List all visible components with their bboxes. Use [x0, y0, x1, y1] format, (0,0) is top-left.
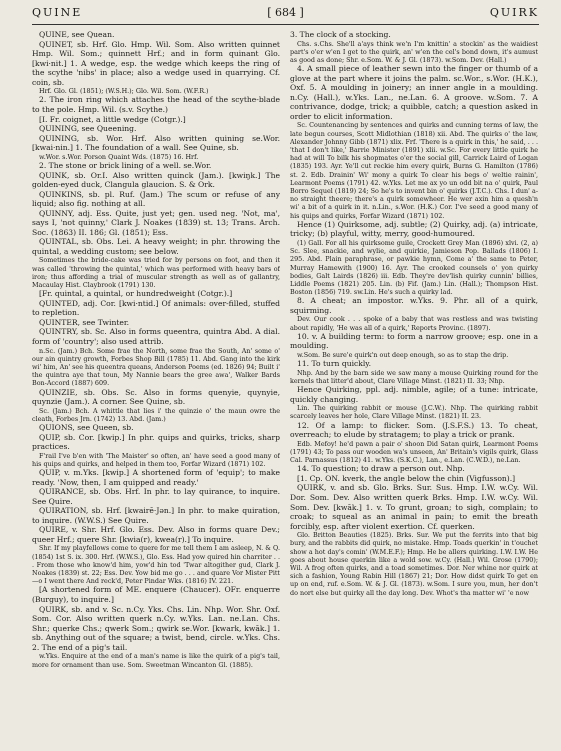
citation-block: Chs. s.Chs. She'll a'ays think we'n I'm knittin' a stockin' as the waidiest part's o'er w'en I get to the quirk, an' w'en the cel's bond down, it's aumust as good as done; Shr. e.Som. W. & J. Gl. (1873). w.Som. Dev. (Hall.) — [290, 39, 538, 64]
dictionary-entry: QUINING, sb. Wor. Hrf. Also written quining se.Wor. [kwai·nin.] 1. The foundation of a wall. See Quine, sb. — [32, 133, 280, 153]
citation-block: n.Sc. (Jam.) Bch. Some frae the North, some frae the South, An' some o' our ain quintry growth, Forbes Shop Bill (1785) 11. Abd. Gang into the kirk wi' him, An' see his queentra queans, Anderson Poems (ed. 1826) 94; Built i' the quintra aye that toun, My Nannie bears the gree awa', Walker Bards Bon-Accord (1887) 609. — [32, 346, 280, 388]
dictionary-entry: [Fr. quintal, a quintal, or hundredweight (Cotgr.).] — [39, 289, 233, 299]
dictionary-entry: [I. Fr. coignet, a little wedge (Cotgr.).] — [39, 114, 186, 124]
dictionary-entry: QUINTER, see Twinter. — [39, 317, 130, 327]
citation-block: w.Wor. s.Wor. Porson Quaint Wds. (1875) 16. Hrf. — [39, 152, 199, 161]
dictionary-entry: QUIP, v. m.Yks. [kwip.] A shortened form of 'equip'; to make ready. 'Now, then, I am quipped and ready.' — [32, 468, 280, 487]
dictionary-entry: QUINK, sb. Or.I. Also written quinck (Jam.). [kwiŋk.] The golden-eyed duck, Clangula glaucion. S. & Ork. — [32, 170, 280, 190]
dictionary-entry: QUIONS, see Queen, sb. — [39, 423, 134, 433]
citation-block: Edb. Mefoy! he'd pawn a pair o' shoon Did Satan quirk, Learmont Poems (1791) 43; To pass our wooden wa's unseen, An' Britain's vigils quirk, Glass Cal. Parnassus (1812) 41. w.Yks. (S.K.C.), Lan., e.Lan. (C.W.D.), ne.Lan. — [290, 439, 538, 465]
dictionary-entry: QUINKINS, sb. pl. Ruf. (Jam.) The scum or refuse of any liquid; also fig. nothing at all. — [32, 189, 280, 209]
dictionary-entry: 11. To turn quickly. — [297, 359, 371, 369]
citation-block: Sc. Countenancing by sentences and quirks and cunning terms of law, the late begun courses, Scott Midlothian (1818) xii. Abd. The quirks o' the law, Alexander Johnny Gibb (1871) xlix. Frf. 'There is a quirk in this,' he said, . . . 'that I don't like,' Barrie Minister (1891) xlii. w.Sc. For every little quirk he had at will To bilk his shopmates o'er the social gill, Carrick Laird of Logan (1835) 193. Ayr. Ye'll cut reckie him every quirk, Burns G. Hamilton (1786) st. 2. Edb. Drainin' Wi' mony a quirk To clear his begs o' weltie rainin', Learmont Poems (1791) 42. w.Yks. Let me ax yo un odd bit na o' quirk, Paul Borro Sequel (1819) 24; So he's to invent bin o' quirks (J.T.C.). Chs. I dun' a-no straight theere; there's a quirk somewheer. He wer axin him a quesh'n wi' a bit of a quirk in it. n.Lin., s.Wor. (H.K.) Cor. I've seed a good many of his quips and quirks, Forfar Wizard (1871) 102. — [290, 121, 538, 220]
right-column — [290, 30, 538, 742]
dictionary-entry: Hence (1) Quirksome, adj. subtle; (2) Quirky, adj. (a) intricate, tricky; (b) playful, witty, merry, good-humoured. — [290, 219, 538, 239]
dictionary-entry: 8. A cheat; an impostor. w.Yks. 9. Phr. all of a quirk, squirming. — [290, 296, 538, 315]
citation-block: w.Yks. Enquire at the end of a man's name is like the quirk of a pig's tail, more for ornament than use. Som. Sweetman Wincanton Gl. (1885). — [32, 652, 280, 669]
dictionary-entry: QUINET, sb. Hrf. Glo. Hmp. Wil. Som. Also written quinnet Hmp. Wil. Som.; quinnett Hrf.; and in form quinant Glo. [kwi·nit.] 1. A wedge, esp. the wedge which keeps the ring of the scythe 'nibs' in place; also a wedge used in quarrying. Cf. coin, sb. — [32, 39, 280, 87]
dictionary-entry: QUIRATION, sb. Hrf. [kwairē·Jən.] In phr. to make quiration, to inquire. (W.W.S.) See Quire. — [32, 506, 280, 525]
dictionary-entry: [A shortened form of ME. enquere (Chaucer). OFr. enquerre (Burguy), to inquire.] — [32, 585, 280, 605]
citation-block: Dev. Our cook . . . spoke of a baby that was restless and was twisting about rapidly, 'He was all of a quirk,' Reports Provinc. (1897). — [290, 315, 538, 332]
header-right-word: QUIRK — [489, 6, 539, 19]
citation-block: Lin. The quirking rabbit or mouse (J.C.W.). Nhp. The quirking rabbit scarcely leaves her hole, Clare Village Minst. (1821) II. 23. — [290, 404, 538, 421]
dictionary-entry: 2. The stone or brick lining of a well. se.Wor. — [39, 160, 212, 170]
dictionary-entry: 10. v. A building term: to form a narrow groove; esp. one in a moulding. — [290, 331, 538, 351]
left-column — [32, 30, 280, 742]
citation-block: Sometimes the bride-cake was tried for by persons on foot, and then it was called 'throwing the quintal,' which was performed with heavy bars of iron; thus affording a trial of muscular strength as well as of gallantry, Macaulay Hist. Claybrook (1791) 130. — [32, 256, 280, 290]
dictionary-entry: QUINZIE, sb. Obs. Sc. Also in forms quenyie, quynyie, quynzie (Jam.). A corner. See Quine, sb. — [32, 387, 280, 407]
dictionary-entry: QUINTED, adj. Cor. [kwi·ntid.] Of animals: over-filled, stuffed to repletion. — [32, 298, 280, 318]
dictionary-entry: Hence Quirking, ppl. adj. nimble, agile; of a tune: intricate, quickly changing. — [290, 385, 538, 404]
dictionary-entry: QUINTAL, sb. Obs. Lei. A heavy weight; in phr. throwing the quintal, a wedding custom; see below. — [32, 237, 280, 256]
citation-block: Hrf. Glo. Gl. (1851); (W.S.H.); Glo. Wil. Som. (W.F.R.) — [39, 87, 209, 96]
page-number: [ 684 ] — [267, 6, 304, 19]
dictionary-entry: 14. To question; to draw a person out. Nhp. — [297, 464, 465, 474]
dictionary-entry: 12. Of a lamp: to flicker. Som. (J.S.F.S.) 13. To cheat, overreach; to elude by stratagem; to play a trick or prank. — [290, 420, 538, 440]
dictionary-entry: QUIRANCE, sb. Obs. Hrf. In phr. to lay quirance, to inquire. See Quire. — [32, 487, 280, 506]
dictionary-entry: QUIP, sb. Cor. [kwip.] In phr. quips and quirks, tricks, sharp practices. — [32, 432, 280, 452]
citation-block: (1) Gall. For all his quirksome guile, Crockett Grey Man (1896) xlvi. (2, a) Sc. Slee, snackie, and wylie, and quirkie, Jamieson Pop. Ballads (1806) I. 295. Abd. Plain paraphrase, or pawkie hymn, Come a' the same to Peter, Murray Hamewith (1900) 16. Ayr. The crooked counsels o' yon quirky bodies, Galt Lairds (1826) iii. Edb. They're dev'lish quirky cunnin' billies, Liddle Poems (1821) 205. Lin. (b) Fif. (Jam.) Lin. (Hall.); Thompson Hist. Boston (1856) 719. sw.Lin. He's such a quirky lad. — [290, 238, 538, 297]
header-rule — [32, 24, 539, 25]
running-header — [32, 6, 539, 22]
dictionary-entry: 2. The iron ring which attaches the head of the scythe-blade to the pole. Hmp. Wil. (s.v. Scythe.) — [32, 95, 280, 115]
dictionary-entry: QUIRE, v. Shr. Hrf. Glo. Ess. Dev. Also in forms quare Dev.; queer Hrf.; quere Shr. [kwia(r), kwea(r).] To inquire. — [32, 525, 280, 544]
citation-block: F'rail I've b'en with 'The Maister' so often, an' have seed a good many of his quips and quirks, and helped in them too, Forfar Wizard (1871) 102. — [32, 451, 280, 468]
citation-block: Shr. If my playfellows come to quere for me tell them I am asleep, N. & Q. (1854) 1st S. ix. 300. Hrf. (W.W.S.), Glo. Ess. Had yow quired hin charriter . . . From those who know'd him, yow'd hin tod 'Twar altogither gud, Clark J. Noakes (1839) st. 22; Ess. Dev. Yow bid me go . . . and quare Vor Mister Pitt —o I went there And reck'd, Peter Pindar Wks. (1816) IV. 221. — [32, 544, 280, 586]
citation-block: Nhp. And by the barn side we saw many a mouse Quirking round for the kernels that litter'd about, Clare Village Minst. (1821) II. 33; Nhp. — [290, 368, 538, 385]
citation-block: Glo. Britton Beauties (1825). Brks. Sur. We put the ferrits into that big bury, and the rabbits did quirk, no mistake. Hmp. Toads querkin' in t'ouchet show a hot day's comin' (W.M.E.F.); Hmp. He be allers quirking. I.W. I.W. He goes about house querkin like a wold sow. w.Cy. (Hall.) Wil. Grose (1790); Wil. A frog often quirks, and a toad sometimes. Dor. Ner whine nor quirk at sich a fashion, Young Rabin Hill (1867) 21; Dor. How didst quirk To get en up on end, ruf. e.Som. W. & J. Gl. (1873). w.Som. I sure you, mun, her don't do nort else but quirky all the day long. Dev. Whot's tha matter wi' 'e now — [290, 531, 538, 597]
dictionary-entry: 4. A small piece of leather sewn into the finger or thumb of a glove at the part where it joins the palm. sc.Wor., s.Wor. (H.K.), Oxf. 5. A moulding in joinery; an inner angle in a moulding. n.Cy. (Hall.), w.Yks. Lan., ne.Lan. 6. A groove. w.Som. 7. A contrivance, dodge, trick; a quibble, catch; a question asked in order to elicit information. — [290, 64, 538, 121]
dictionary-entry: QUIRK, sb. and v. Sc. n.Cy. Yks. Chs. Lin. Nhp. Wor. Shr. Oxf. Som. Cor. Also written querk n.Cy. w.Yks. Lan. ne.Lan. Chs. Shr.; querke Chs.; qwerk Som.; qwirk se.Wor. [kwark, kwāk.] 1. sb. Anything out of the square; a twist, bend, circle. w.Yks. Chs. 2. The end of a pig's tail. — [32, 604, 280, 652]
dictionary-entry: 3. The clock of a stocking. — [290, 30, 391, 39]
dictionary-entry: QUINNY, adj. Ess. Quite, just yet; gen. used neg. 'Not, ma', says I, 'not quinny,' Clark J. Noakes (1839) st. 13; Trans. Arch. Soc. (1863) II. 186; Gl. (1851); Ess. — [32, 208, 280, 237]
dictionary-entry: QUIRK, v. and sb. Glo. Brks. Sur. Sus. Hmp. I.W. w.Cy. Wil. Dor. Som. Dev. Also written querk Brks. Hmp. I.W. w.Cy. Wil. Som. Dev. [kwāk.] 1. v. To grunt, groan; to sigh, complain; to croak; to squeal as an animal in pain; to emit the breath forcibly, esp. after violent exertion. Cf. querken. — [290, 483, 538, 531]
citation-block: Sc. (Jam.) Bch. A whittle that lies i' the quinzie o' the maun owre the cleath, Forbes Jrn. (1742) 13. Abd. (Jam.) — [32, 406, 280, 423]
citation-block: w.Som. Be sure'e quirk'n out deep enough, so as to stap the drip. — [297, 350, 509, 359]
header-left-word: QUINE — [32, 6, 83, 19]
dictionary-entry: QUINE, see Quean. — [39, 30, 115, 39]
dictionary-entry: QUINING, see Queening. — [39, 124, 137, 134]
dictionary-entry: QUINTRY, sb. Sc. Also in forms queentra, quintra Abd. A dial. form of 'country'; also used attrib. — [32, 327, 280, 346]
dictionary-entry: [1. Cp. ON. kverk, the angle below the chin (Vigfusson).] — [297, 473, 516, 483]
